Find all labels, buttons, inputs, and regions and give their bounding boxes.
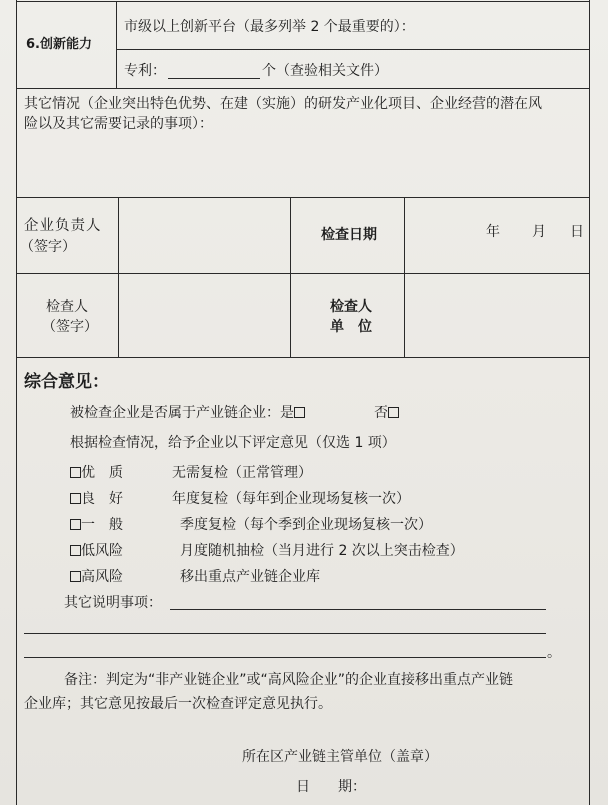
no-checkbox[interactable] xyxy=(388,407,399,418)
option-desc: 季度复检（每个季到企业现场复核一次） xyxy=(180,517,432,533)
table-line xyxy=(116,1,117,88)
option-grade: 优 质 xyxy=(81,465,123,481)
rating-instruction: 根据检查情况，给予企业以下评定意见（仅选 1 项） xyxy=(70,435,396,451)
option-checkbox[interactable] xyxy=(70,545,81,556)
other-notes-field[interactable] xyxy=(24,633,546,634)
option-grade: 高风险 xyxy=(81,569,123,585)
date-year: 年 xyxy=(486,224,500,240)
option-desc: 月度随机抽检（当月进行 2 次以上突击检查） xyxy=(180,543,464,559)
option-grade: 一 般 xyxy=(81,517,123,533)
table-line xyxy=(116,49,590,50)
industry-chain-question: 被检查企业是否属于产业链企业：是 xyxy=(70,405,294,421)
table-line xyxy=(290,197,291,357)
option-row xyxy=(70,542,123,560)
table-line xyxy=(16,197,590,198)
option-row xyxy=(70,516,123,534)
authority-label: 所在区产业链主管单位（盖章） xyxy=(242,749,438,765)
option-row xyxy=(70,464,123,482)
opinion-title: 综合意见： xyxy=(24,372,109,392)
option-checkbox[interactable] xyxy=(70,571,81,582)
table-line xyxy=(404,197,405,357)
option-checkbox[interactable] xyxy=(70,493,81,504)
date-day: 日 xyxy=(570,224,584,240)
other-notes-label: 其它说明事项： xyxy=(64,595,162,611)
date-month: 月 xyxy=(532,224,546,240)
other-notes-field[interactable] xyxy=(170,609,546,610)
patent-count-field[interactable] xyxy=(168,78,260,79)
inspector-unit-label: 检查人 xyxy=(330,299,372,315)
inspector-sign-note: （签字） xyxy=(42,319,98,335)
yes-checkbox[interactable] xyxy=(294,407,305,418)
option-row xyxy=(70,490,123,508)
note-line2: 企业库；其它意见按最后一次检查评定意见执行。 xyxy=(24,696,332,712)
table-line xyxy=(16,357,590,358)
table-line xyxy=(118,197,119,357)
section-label: 6.创新能力 xyxy=(26,37,92,52)
other-notes-field[interactable] xyxy=(24,657,546,658)
other-info-line1: 其它情况（企业突出特色优势、在建（实施）的研发产业化项目、企业经营的潜在风 xyxy=(24,96,542,112)
no-label: 否 xyxy=(374,405,388,421)
footer-date-label: 日 期： xyxy=(296,779,366,795)
table-line xyxy=(16,88,590,89)
option-desc: 移出重点产业链企业库 xyxy=(180,569,320,585)
question-row xyxy=(70,404,305,422)
inspector-label: 检查人 xyxy=(46,299,88,315)
table-line xyxy=(16,1,590,2)
table-line xyxy=(16,273,590,274)
option-grade: 低风险 xyxy=(81,543,123,559)
note-line1: 备注：判定为“非产业链企业”或“高风险企业”的企业直接移出重点产业链 xyxy=(64,672,514,688)
owner-label: 企业负责人 xyxy=(24,218,102,234)
no-option xyxy=(374,404,399,422)
option-desc: 无需复检（正常管理） xyxy=(172,465,312,481)
other-info-line2: 险以及其它需要记录的事项）： xyxy=(24,116,213,132)
platform-text: 市级以上创新平台（最多列举 2 个最重要的）： xyxy=(124,19,415,35)
option-grade: 良 好 xyxy=(81,491,123,507)
check-date-label: 检查日期 xyxy=(321,227,377,243)
patent-label: 专利： xyxy=(124,63,166,79)
inspector-unit-label-2: 单 位 xyxy=(330,319,372,335)
option-desc: 年度复检（每年到企业现场复核一次） xyxy=(172,491,410,507)
option-row xyxy=(70,568,123,586)
option-checkbox[interactable] xyxy=(70,467,81,478)
patent-suffix: 个（查验相关文件） xyxy=(262,63,388,79)
end-mark: 。 xyxy=(547,645,561,661)
option-checkbox[interactable] xyxy=(70,519,81,530)
owner-sign-note: （签字） xyxy=(20,239,76,255)
